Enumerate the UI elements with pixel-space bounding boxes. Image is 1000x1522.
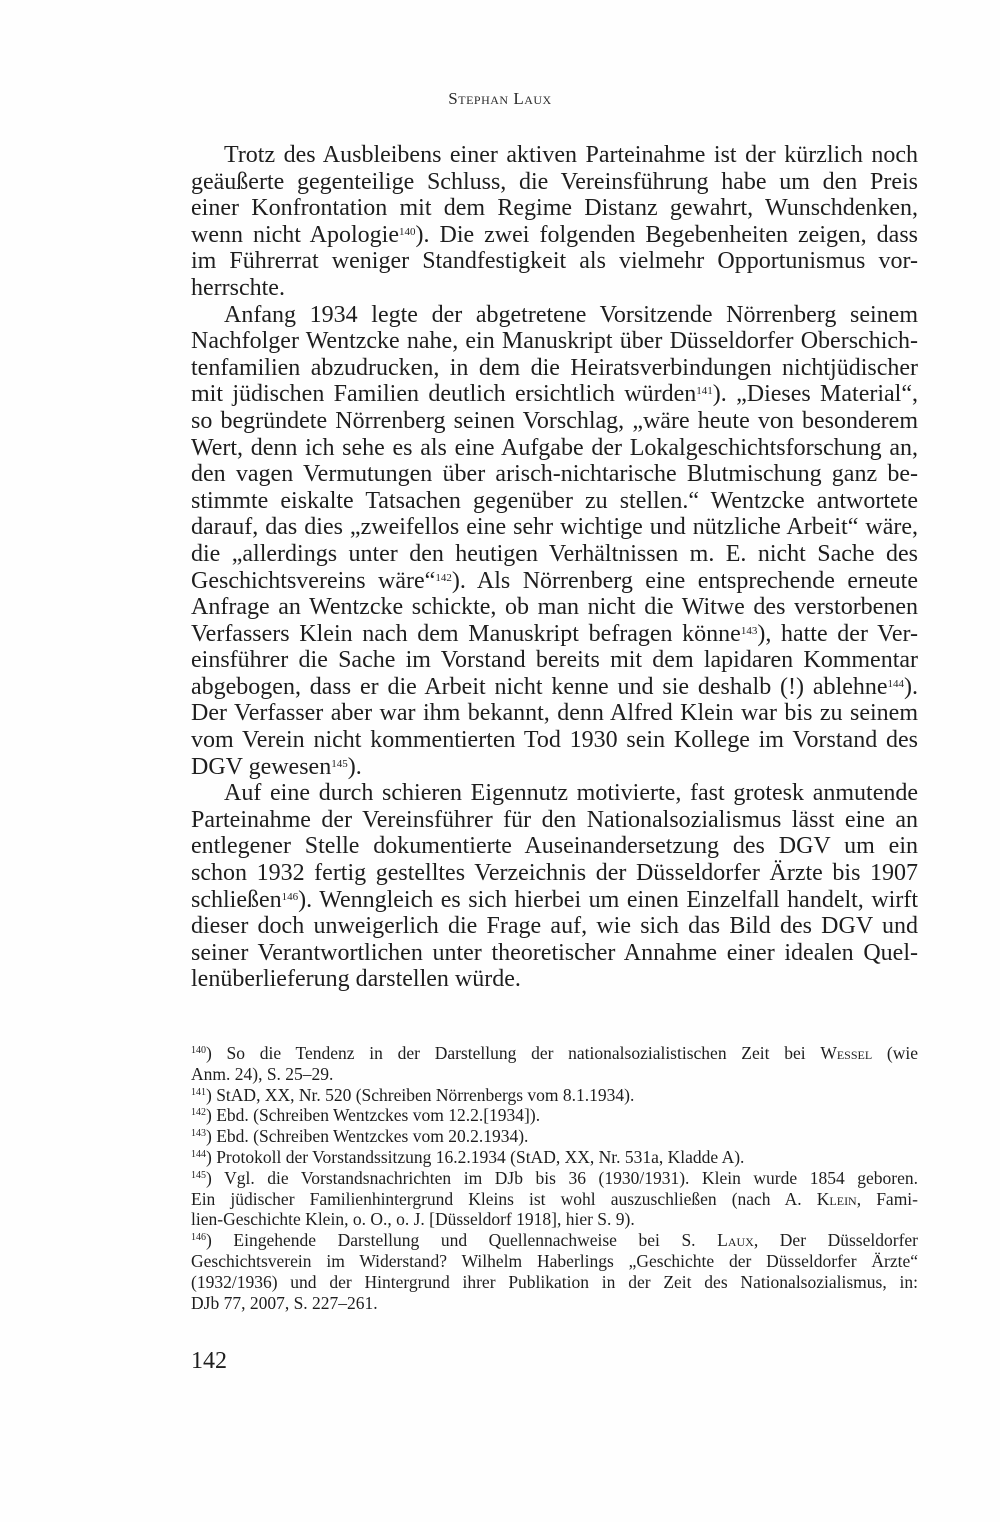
footnote-line: $^{142}$) Ebd. (Schreiben Wentzckes vom 12.2.[1934]). [191,1105,541,1126]
text-line: lenüberlieferung darstellen würde. [191,966,521,993]
footnote-143 [191,1126,918,1147]
footnote-ref-145[interactable]: 145 [331,757,348,770]
footnote-number: 144 [191,1148,206,1160]
main-text [191,142,918,993]
text-line: Nachfolger Wentzcke nahe, ein Manuskript über Düsseldorfer Oberschich- [191,328,918,355]
text-line: einer Konfrontation mit dem Regime Distanz gewahrt, Wunschdenken, [191,195,918,222]
footnote-ref-144[interactable]: 144 [887,677,904,690]
running-head: Stephan Laux [448,89,552,108]
text-line: Der Verfasser aber war ihm bekannt, denn Alfred Klein war bis zu seinem [191,700,918,727]
footnote-line: $^{143}$) Ebd. (Schreiben Wentzckes vom 20.2.1934). [191,1126,529,1147]
text-line: geäußerte gegenteilige Schluss, die Vereinsführung habe um den Preis [191,168,918,195]
text-line: im Führerrat weniger Standfestigkeit als vielmehr Opportunismus vor- [191,248,918,275]
text-line: mit jüdischen Familien deutlich ersichtlich würden$^{141}$). „Dieses Material“, [191,381,918,408]
text-line: wenn nicht Apologie$^{140}$). Die zwei folgenden Begebenheiten zeigen, dass [191,221,918,248]
footnote-144 [191,1147,918,1168]
author-name: Wessel [820,1043,873,1063]
footnote-line: Geschichtsverein im Widerstand? Wilhelm Haberlings „Geschichte der Düsseldorfer Ärzte“ [191,1250,918,1271]
footnote-ref-140[interactable]: 140 [398,225,416,238]
text-line: die „allerdings unter den heutigen Verhältnissen m. E. nicht Sache des [191,540,918,567]
footnote-ref-141[interactable]: 141 [696,385,713,398]
text-line: entlegener Stelle dokumentierte Auseinandersetzung des DGV um ein [191,833,918,860]
footnote-145 [191,1168,918,1230]
footnote-line: lien-Geschichte Klein, o. O., o. J. [Düsseldorf 1918], hier S. 9). [191,1209,635,1230]
text-line: vom Verein nicht kommentierten Tod 1930 sein Kollege im Vorstand des [191,727,918,754]
text-line: Parteinahme der Vereinsführer für den Nationalsozialismus lässt eine an [191,806,918,833]
text-line: Trotz des Ausbleibens einer aktiven Parteinahme ist der kürzlich noch [224,142,918,168]
footnote-ref-142[interactable]: 142 [435,571,452,584]
text-line: dieser doch unweigerlich die Frage auf, wie sich das Bild des DGV und [191,913,918,940]
text-line: darauf, das dies „zweifellos eine sehr wichtige und nützliche Arbeit“ wäre, [191,514,918,541]
footnote-number: 146 [191,1232,206,1244]
text-line: abgebogen, dass er die Arbeit nicht kenne und sie deshalb (!) ablehne$^{144}$). [191,673,918,700]
footnote-line: DJb 77, 2007, S. 227–261. [191,1292,378,1313]
paragraph-3 [191,780,918,993]
text-line: Geschichtsvereins wäre“$^{142}$). Als Nörrenberg eine entsprechende erneute [191,567,919,594]
footnote-number: 143 [191,1128,206,1140]
text-line: seiner Verantwortlichen unter theoretischer Annahme einer idealen Quel- [191,939,918,966]
footnote-line: Ein jüdischer Familienhintergrund Kleins ist wohl auszuschließen (nach A. Klein, Fami- [191,1188,918,1209]
footnote-146 [191,1230,918,1313]
author-name: Klein [816,1188,857,1209]
footnote-141 [191,1085,918,1106]
footnote-line: $^{140}$) So die Tendenz in der Darstellung der nationalsozialistischen Zeit bei Wessel (wie [191,1043,918,1063]
footnote-ref-146[interactable]: 146 [281,890,299,903]
text-line: stimmte eiskalte Tatsachen gegenüber zu stellen.“ Wentzcke antwortete [191,487,918,514]
footnote-line: $^{146}$) Eingehende Darstellung und Quellennachweise bei S. Laux, Der Düsseldorfer [191,1230,918,1251]
text-line: Auf eine durch schieren Eigennutz motivierte, fast grotesk anmutende [224,780,918,807]
footnote-line: Anm. 24), S. 25–29. [191,1063,334,1084]
author-name: Laux [717,1230,754,1251]
footnote-number: 142 [191,1107,206,1119]
text-line: so begründete Nörrenberg seinen Vorschlag, „wäre heute von besonderem [191,407,918,434]
text-line: schon 1932 fertig gestelltes Verzeichnis der Düsseldorfer Ärzte bis 1907 [191,860,918,887]
footnote-line: $^{145}$) Vgl. die Vorstandsnachrichten im DJb bis 36 (1930/1931). Klein wurde 1854 geboren. [191,1167,918,1188]
footnote-line: (1932/1936) und der Hintergrund ihrer Publikation in der Zeit des Nationalsozialismus, in: [191,1271,918,1292]
text-line: herrschte. [191,274,285,301]
text-line: den vagen Vermutungen über arisch-nichtarische Blutmischung ganz be- [191,461,918,488]
text-line: einsführer die Sache im Vorstand bereits mit dem lapidaren Kommentar [191,647,918,674]
footnote-number: 141 [191,1086,206,1098]
text-line: tenfamilien abzudrucken, in dem die Heiratsverbindungen nichtjüdischer [191,354,918,381]
footnote-line: $^{144}$) Protokoll der Vorstandssitzung 16.2.1934 (StAD, XX, Nr. 531a, Kladde A). [191,1146,745,1167]
footnote-line: $^{141}$) StAD, XX, Nr. 520 (Schreiben Nörrenbergs vom 8.1.1934). [191,1084,635,1105]
footnote-142 [191,1105,918,1126]
footnote-number: 145 [191,1169,206,1181]
paragraph-1 [191,142,918,302]
text-line: Anfang 1934 legte der abgetretene Vorsitzende Nörrenberg seinem [224,301,918,328]
text-line: Verfassers Klein nach dem Manuskript befragen könne$^{143}$), hatte der Ver- [191,620,919,647]
page-number: 142 [191,1348,227,1374]
footnotes [191,1043,918,1313]
text-line: Anfrage an Wentzcke schickte, ob man nicht die Witwe des verstorbenen [191,594,918,621]
text-line: schließen$^{146}$). Wenngleich es sich hierbei um einen Einzelfall handelt, wirft [191,886,918,913]
footnote-number: 140 [191,1045,206,1056]
text-line: DGV gewesen$^{145}$). [191,753,362,780]
footnote-ref-143[interactable]: 143 [740,624,758,637]
paragraph-2 [191,302,918,781]
text-line: Wert, denn ich sehe es als eine Aufgabe der Lokalgeschichtsforschung an, [191,434,918,461]
footnote-140 [191,1043,918,1085]
